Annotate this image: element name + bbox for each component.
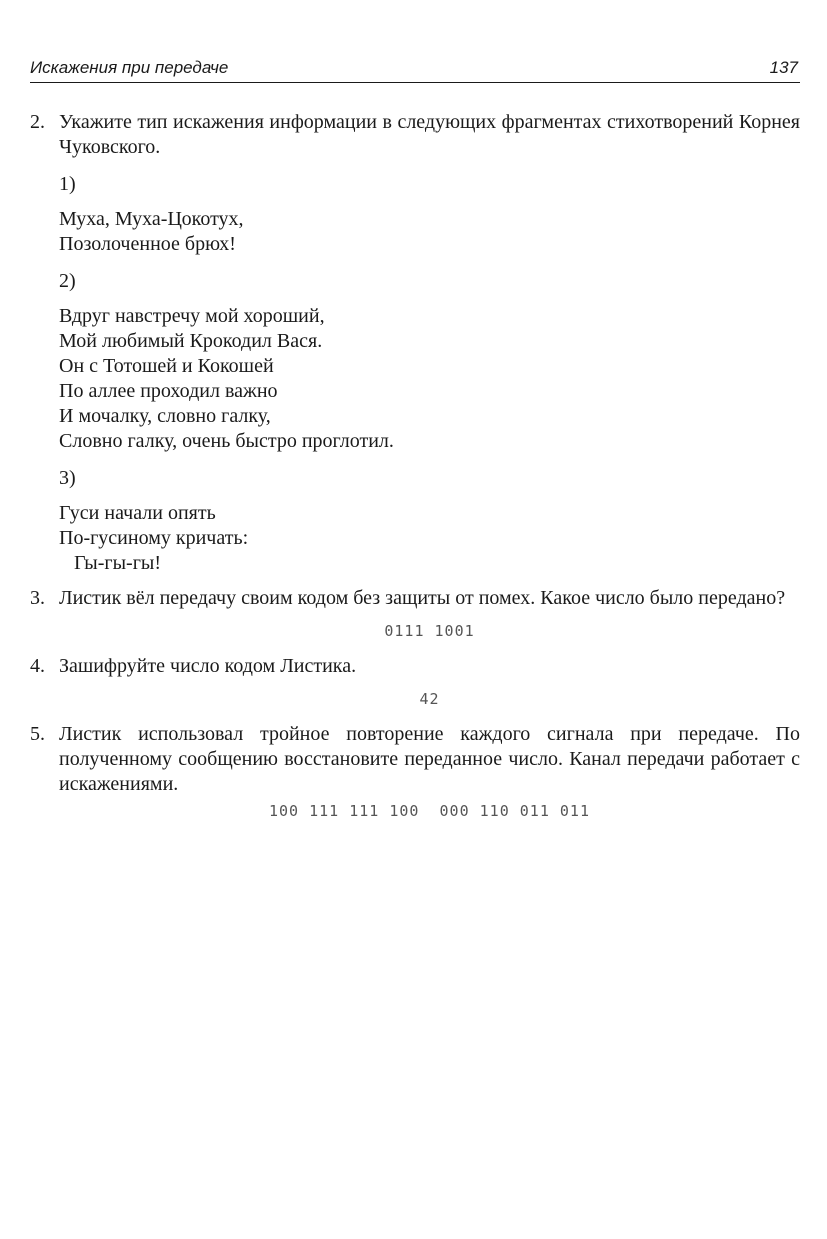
poem-line: Вдруг навстречу мой хороший, (59, 305, 325, 327)
number-to-encode: 42 (419, 690, 440, 708)
poem-fragment-2 (59, 304, 800, 454)
page-number: 137 (769, 58, 798, 77)
poem-line: По-гусиному кричать: (59, 527, 249, 549)
poem-line: Словно галку, очень быстро проглотил. (59, 430, 394, 452)
poem-fragment-3 (59, 501, 800, 576)
task-number: 3. (30, 587, 45, 609)
fragment-label: 2) (59, 270, 76, 292)
poem-line: Он с Тотошей и Кокошей (59, 355, 274, 377)
poem-line: Муха, Муха-Цокотух, (59, 208, 244, 230)
fragment-label: 3) (59, 467, 76, 489)
task-5 (30, 722, 800, 824)
task-text: Зашифруйте число кодом Листика. (59, 655, 357, 677)
task-number: 4. (30, 655, 45, 677)
received-message: 100 111 111 100 000 110 011 011 (269, 802, 590, 820)
task-4 (30, 654, 800, 712)
task-text: Листик вёл передачу своим кодом без защиты от помех. Какое число было передано? (59, 587, 786, 609)
task-number: 2. (30, 111, 45, 133)
poem-line: Позолоченное брюх! (59, 233, 236, 255)
task-text: Листик использовал тройное повторение каждого сигнала при передаче. По полученному сообщению восстановите переданное число. Канал передачи работает с искажениями. (59, 723, 800, 795)
code-sequence: 0111 1001 (384, 622, 475, 640)
poem-line: Мой любимый Крокодил Вася. (59, 330, 323, 352)
task-text: Укажите тип искажения информации в следующих фрагментах стихотворений Корнея Чуковского. (59, 111, 800, 158)
poem-line: И мочалку, словно галку, (59, 405, 271, 427)
task-3 (30, 586, 800, 644)
task-number: 5. (30, 723, 45, 745)
poem-fragment-1 (59, 207, 800, 257)
running-header (30, 58, 800, 83)
chapter-title: Искажения при передаче (30, 58, 229, 77)
poem-line: Гуси начали опять (59, 502, 216, 524)
task-2 (30, 110, 800, 576)
poem-line: По аллее проходил важно (59, 380, 278, 402)
poem-line: Гы-гы-гы! (59, 552, 162, 574)
fragment-label: 1) (59, 173, 76, 195)
page-body (30, 110, 800, 824)
